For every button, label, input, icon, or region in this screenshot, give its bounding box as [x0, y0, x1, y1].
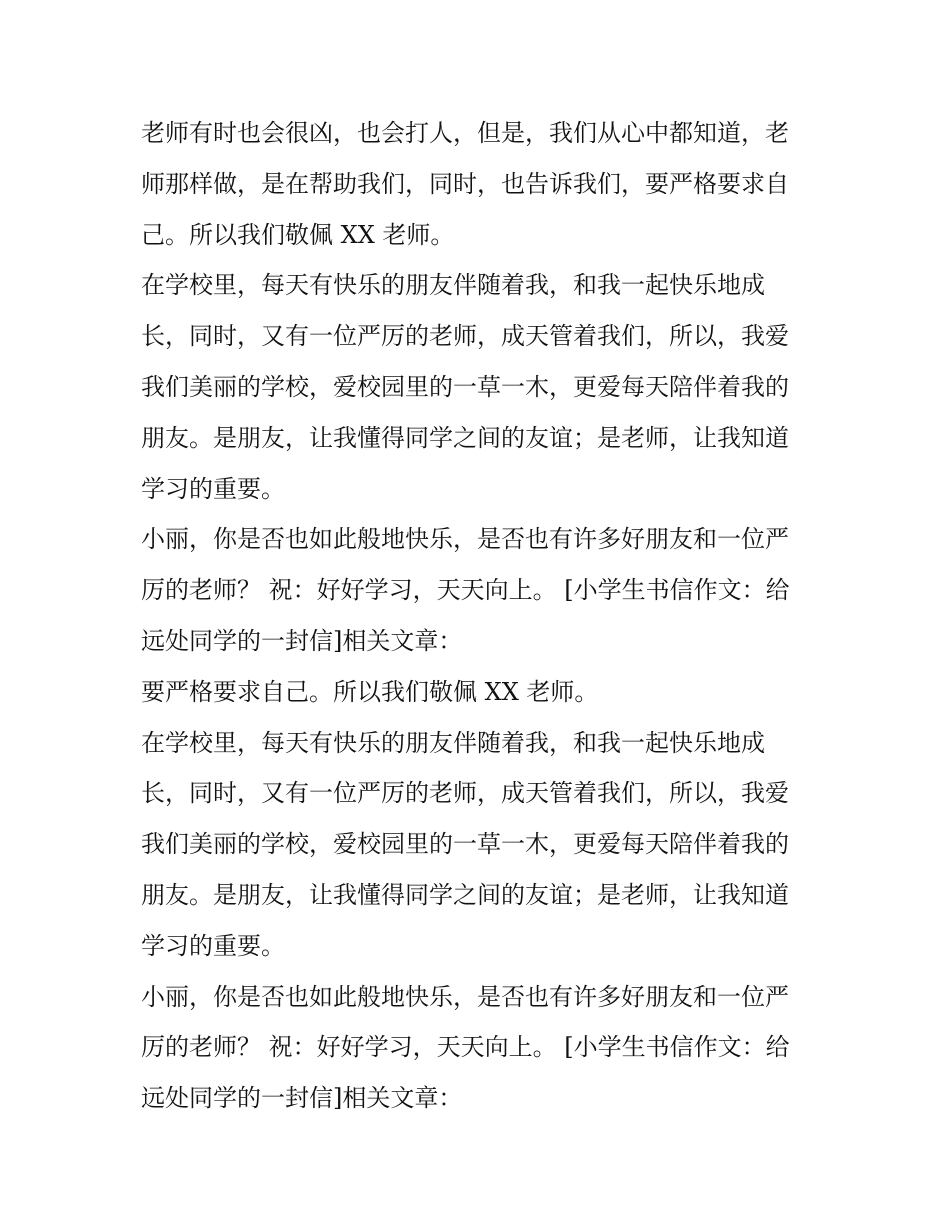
- text-line: 厉的老师？ 祝：好好学习，天天向上。 [小学生书信作文：给: [141, 576, 790, 605]
- text-line: 要严格要求自己。所以我们敬佩 XX 老师。: [141, 677, 599, 706]
- text-line: 厉的老师？ 祝：好好学习，天天向上。 [小学生书信作文：给: [141, 1033, 790, 1062]
- text-line: 学习的重要。: [141, 474, 285, 503]
- text-line: 师那样做，是在帮助我们，同时，也告诉我们，要严格要求自: [141, 169, 789, 198]
- text-line: 远处同学的一封信]相关文章：: [141, 1084, 463, 1113]
- text-line: 学习的重要。: [141, 931, 285, 960]
- text-line: 朋友。是朋友，让我懂得同学之间的友谊；是老师，让我知道: [141, 880, 789, 909]
- text-line: 我们美丽的学校，爱校园里的一草一木，更爱每天陪伴着我的: [141, 372, 789, 401]
- text-line: 在学校里，每天有快乐的朋友伴随着我，和我一起快乐地成: [141, 271, 765, 300]
- text-line: 在学校里，每天有快乐的朋友伴随着我，和我一起快乐地成: [141, 728, 765, 757]
- text-line: 长，同时，又有一位严厉的老师，成天管着我们，所以，我爱: [141, 779, 789, 808]
- letter-body: [141, 108, 821, 1124]
- text-line: 我们美丽的学校，爱校园里的一草一木，更爱每天陪伴着我的: [141, 830, 789, 859]
- text-line: 朋友。是朋友，让我懂得同学之间的友谊；是老师，让我知道: [141, 423, 789, 452]
- text-line: 小丽，你是否也如此般地快乐，是否也有许多好朋友和一位严: [141, 525, 789, 554]
- text-line: 小丽，你是否也如此般地快乐，是否也有许多好朋友和一位严: [141, 982, 789, 1011]
- text-line: 远处同学的一封信]相关文章：: [141, 626, 463, 655]
- text-line: 老师有时也会很凶，也会打人，但是，我们从心中都知道，老: [141, 119, 789, 147]
- text-line: 己。所以我们敬佩 XX 老师。: [141, 220, 455, 249]
- text-line: 长，同时，又有一位严厉的老师，成天管着我们，所以，我爱: [141, 322, 789, 351]
